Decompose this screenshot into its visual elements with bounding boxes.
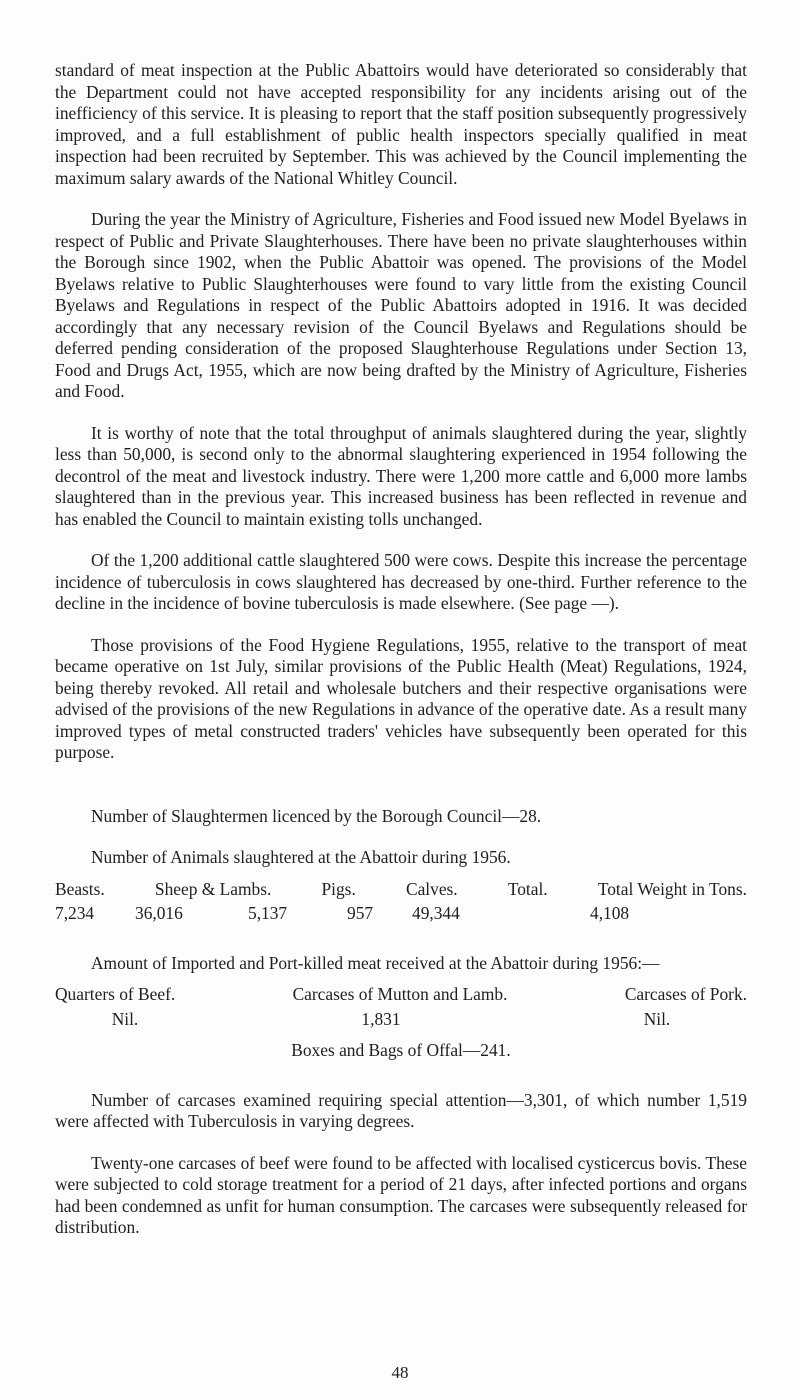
paragraph-cows-tuberculosis: Of the 1,200 additional cattle slaughtered 500 were cows. Despite this increase the percentage incidence of tuberculosis in cows slaughtered has decreased by one-third. Further reference to the decline in the incidence of bovine tuberculosis is made elsewhere. (See page —). [55, 550, 747, 613]
paragraph-cysticercus: Twenty-one carcases of beef were found to be affected with localised cysticercus bovis. These were subjected to cold storage treatment for a period of 21 days, after infected portions and organs had been condemned as unfit for human consumption. The carcases were subsequently released for distribution. [55, 1152, 747, 1237]
header-sheep-lambs: Sheep & Lambs. [154, 878, 272, 899]
value-mutton-lamb: 1,831 [361, 1008, 401, 1029]
header-calves: Calves. [405, 878, 458, 899]
header-beasts: Beasts. [55, 878, 105, 899]
header-total: Total. [507, 878, 548, 899]
header-pigs: Pigs. [321, 878, 356, 899]
offal-count: Boxes and Bags of Offal—241. [291, 1040, 511, 1060]
document-page [55, 60, 747, 1259]
header-mutton-lamb: Carcases of Mutton and Lamb. [292, 984, 508, 1004]
imported-table [55, 984, 747, 1030]
header-total-weight: Total Weight in Tons. [597, 878, 747, 899]
slaughtermen-count: Number of Slaughtermen licenced by the Borough Council—28. [91, 805, 542, 826]
value-calves: 957 [347, 903, 374, 923]
page-number: 48 [391, 1363, 409, 1382]
paragraph-staff-position: standard of meat inspection at the Public Abattoirs would have deteriorated so considerably that the Department could not have accepted responsibility for any incidents arising out of the inefficiency of this service. It is pleasing to report that the staff position subsequently progressively improved, and a full establishment of public health inspectors specially qualified in meat inspection had been recruited by September. This was achieved by the Council implementing the maximum salary awards of the National Whitley Council. [55, 60, 747, 188]
paragraph-carcases-examined: Number of carcases examined requiring special attention—3,301, of which number 1,519 were affected with Tuberculosis in varying degrees. [55, 1089, 747, 1131]
imported-table-values [55, 1009, 747, 1031]
value-quarters-beef: Nil. [111, 1008, 139, 1029]
imported-table-header [55, 984, 747, 1006]
value-total-weight: 4,108 [590, 903, 630, 923]
paragraph-food-hygiene: Those provisions of the Food Hygiene Regulations, 1955, relative to the transport of meat became operative on 1st July, similar provisions of the Public Health (Meat) Regulations, 1924, being thereby revoked. All retail and wholesale butchers and their respective organisations were advised of the provisions of the new Regulations in advance of the operative date. As a result many improved types of metal constructed traders' vehicles have subsequently been operated for this purpose. [55, 634, 747, 762]
animals-table-header [55, 879, 747, 901]
value-beasts: 7,234 [55, 903, 95, 923]
value-total: 49,344 [412, 903, 460, 923]
header-quarters-beef: Quarters of Beef. [55, 984, 176, 1004]
paragraph-throughput: It is worthy of note that the total throughput of animals slaughtered during the year, slightly less than 50,000, is second only to the abnormal slaughtering experienced in 1954 following the decontrol of the meat and livestock industry. There were 1,200 more cattle and 6,000 more lambs slaughtered than in the previous year. This increased business has been reflected in revenue and has enabled the Council to maintain existing tolls unchanged. [55, 422, 747, 529]
value-pork: Nil. [643, 1008, 671, 1029]
value-pigs: 5,137 [248, 903, 288, 923]
animals-table-values [55, 903, 747, 925]
header-pork: Carcases of Pork. [624, 984, 747, 1004]
paragraph-model-byelaws: During the year the Ministry of Agriculture, Fisheries and Food issued new Model Byelaws in respect of Public and Private Slaughterhouses. There have been no private slaughterhouses within the Borough since 1902, when the Public Abattoir was opened. The provisions of the Model Byelaws relative to Public Slaughterhouses were found to vary little from the existing Council Byelaws and Regulations in respect of the Public Abattoirs adopted in 1916. It was decided accordingly that any necessary revision of the Council Byelaws and Regulations should be deferred pending consideration of the proposed Slaughterhouse Regulations under Section 13, Food and Drugs Act, 1955, which are now being drafted by the Ministry of Agriculture, Fisheries and Food. [55, 209, 747, 401]
imported-heading: Amount of Imported and Port-killed meat received at the Abattoir during 1956:— [91, 952, 660, 973]
animals-heading: Number of Animals slaughtered at the Abattoir during 1956. [91, 847, 511, 867]
value-sheep-lambs: 36,016 [135, 903, 183, 923]
animals-table [55, 879, 747, 925]
